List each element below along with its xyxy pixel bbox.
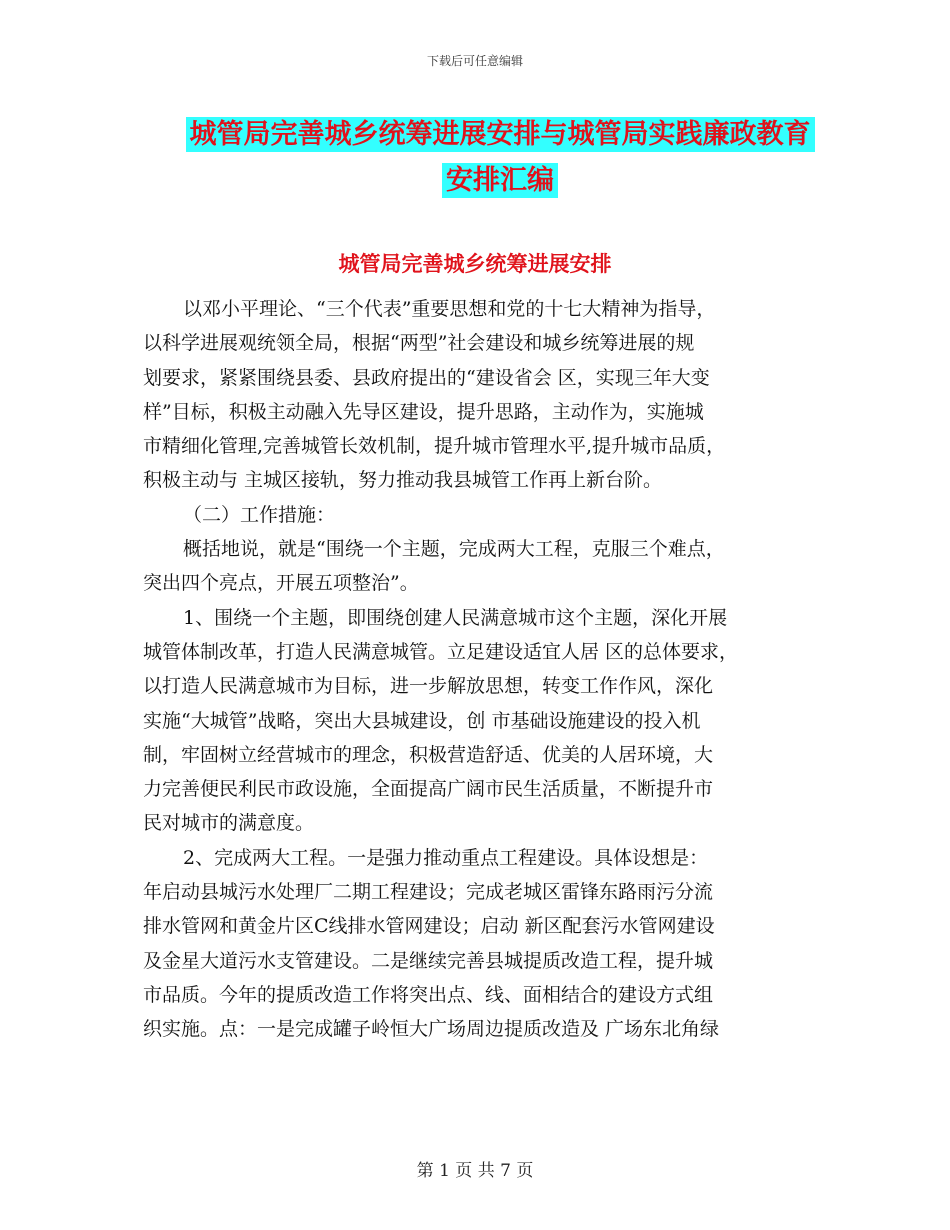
document-title-line-1: 城管局完善城乡统筹进展安排与城管局实践廉政教育 — [140, 112, 860, 151]
text-line: 排水管网和黄金片区C线排水管网建设；启动 新区配套污水管网建设 — [143, 915, 715, 938]
text-line: 以打造人民满意城市为目标，进一步解放思想，转变工作作风，深化 — [143, 675, 714, 698]
text-line: 制，牢固树立经营城市的理念，积极营造舒适、优美的人居环境，大 — [143, 743, 714, 766]
text-line: 以科学进展观统领全局，根据“两型”社会建设和城乡统筹进展的规 — [143, 332, 695, 355]
text-line: 2、完成两大工程。一是强力推动重点工程建设。具体设想是： — [183, 846, 709, 869]
text-line: 城管体制改革，打造人民满意城管。立足建设适宜人居 区的总体要求， — [143, 640, 739, 663]
text-line: 市精细化管理,完善城管长效机制，提升城市管理水平,提升城市品质， — [143, 435, 726, 458]
section-title: 城管局完善城乡统筹进展安排 — [338, 252, 612, 276]
text-line: 织实施。点：一是完成罐子岭恒大广场周边提质改造及 广场东北角绿 — [143, 1018, 720, 1041]
text-line: 概括地说，就是“围绕一个主题，完成两大工程，克服三个难点， — [183, 538, 725, 561]
text-line: 及金星大道污水支管建设。二是继续完善县城提质改造工程，提升城 — [143, 949, 714, 972]
text-line: （二）工作措施： — [183, 503, 336, 526]
text-line: 力完善便民利民市政设施，全面提高广阔市民生活质量，不断提升市 — [143, 778, 714, 801]
text-line: 1、围绕一个主题，即围绕创建人民满意城市这个主题，深化开展 — [183, 606, 728, 629]
page-number-footer: 第 1 页 共 7 页 — [416, 1161, 534, 1181]
document-title-line-2: 安排汇编 — [140, 158, 860, 197]
text-line: 突出四个亮点，开展五项整治”。 — [143, 572, 419, 595]
text-line: 实施“大城管”战略，突出大县城建设，创 市基础设施建设的投入机 — [143, 709, 701, 732]
text-line: 民对城市的满意度。 — [143, 812, 315, 835]
text-line: 市品质。今年的提质改造工作将突出点、线、面相结合的建设方式组 — [143, 983, 714, 1006]
text-line: 样”目标，积极主动融入先导区建设，提升思路，主动作为，实施城 — [143, 400, 704, 423]
text-line: 年启动县城污水处理厂二期工程建设；完成老城区雷锋东路雨污分流 — [143, 881, 714, 904]
text-line: 以邓小平理论、“三个代表”重要思想和党的十七大精神为指导， — [183, 298, 716, 320]
page-header-note: 下载后可任意编辑 — [426, 54, 523, 68]
text-line: 划要求，紧紧围绕县委、县政府提出的“建设省会 区，实现三年大变 — [143, 366, 710, 389]
body-text — [143, 292, 823, 1047]
text-line: 积极主动与 主城区接轨，努力推动我县城管工作再上新台阶。 — [143, 469, 663, 492]
